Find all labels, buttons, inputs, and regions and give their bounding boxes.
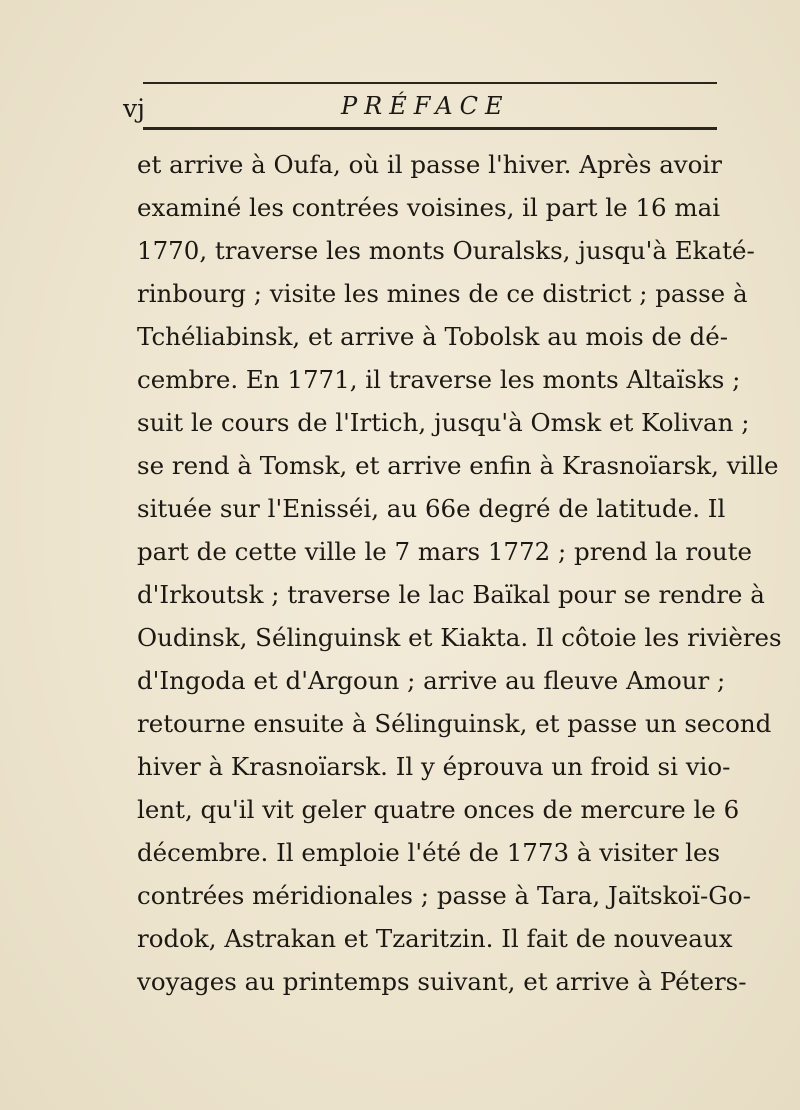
text-line: suit le cours de l'Irtich, jusqu'à Omsk et Kolivan ;: [137, 408, 750, 437]
header-rule-top: [143, 82, 717, 84]
text-line: retourne ensuite à Sélinguinsk, et passe un second: [137, 709, 772, 738]
text-line: hiver à Krasnoïarsk. Il y éprouva un froid si vio-: [137, 752, 731, 781]
header-rule-bottom: [143, 127, 717, 130]
body-paragraph: [137, 143, 782, 1003]
running-head: PRÉFACE: [341, 92, 510, 120]
text-line: voyages au printemps suivant, et arrive à Péters-: [137, 967, 747, 996]
text-line: lent, qu'il vit geler quatre onces de mercure le 6: [137, 795, 740, 824]
text-line: rinbourg ; visite les mines de ce district ; passe à: [137, 279, 748, 308]
text-line: 1770, traverse les monts Ouralsks, jusqu'à Ekaté-: [137, 236, 755, 265]
page-number: vj: [123, 94, 145, 123]
text-line: décembre. Il emploie l'été de 1773 à visiter les: [137, 838, 721, 867]
text-line: rodok, Astrakan et Tzaritzin. Il fait de nouveaux: [137, 924, 733, 953]
text-line: Oudinsk, Sélinguinsk et Kiakta. Il côtoie les rivières: [137, 623, 782, 652]
text-line: Tchéliabinsk, et arrive à Tobolsk au mois de dé-: [137, 322, 728, 351]
text-line: contrées méridionales ; passe à Tara, Jaïtskoï-Go-: [137, 881, 751, 910]
text-line: d'Irkoutsk ; traverse le lac Baïkal pour se rendre à: [137, 580, 765, 609]
text-line: cembre. En 1771, il traverse les monts Altaïsks ;: [137, 365, 741, 394]
text-line: et arrive à Oufa, où il passe l'hiver. Après avoir: [137, 150, 722, 179]
text-line: part de cette ville le 7 mars 1772 ; prend la route: [137, 537, 752, 566]
text-line: d'Ingoda et d'Argoun ; arrive au fleuve Amour ;: [137, 666, 726, 695]
text-line: se rend à Tomsk, et arrive enfin à Krasnoïarsk, ville: [137, 451, 779, 480]
page-header: [123, 92, 723, 128]
text-line: située sur l'Enisséi, au 66e degré de latitude. Il: [137, 494, 726, 523]
text-line: examiné les contrées voisines, il part le 16 mai: [137, 193, 721, 222]
